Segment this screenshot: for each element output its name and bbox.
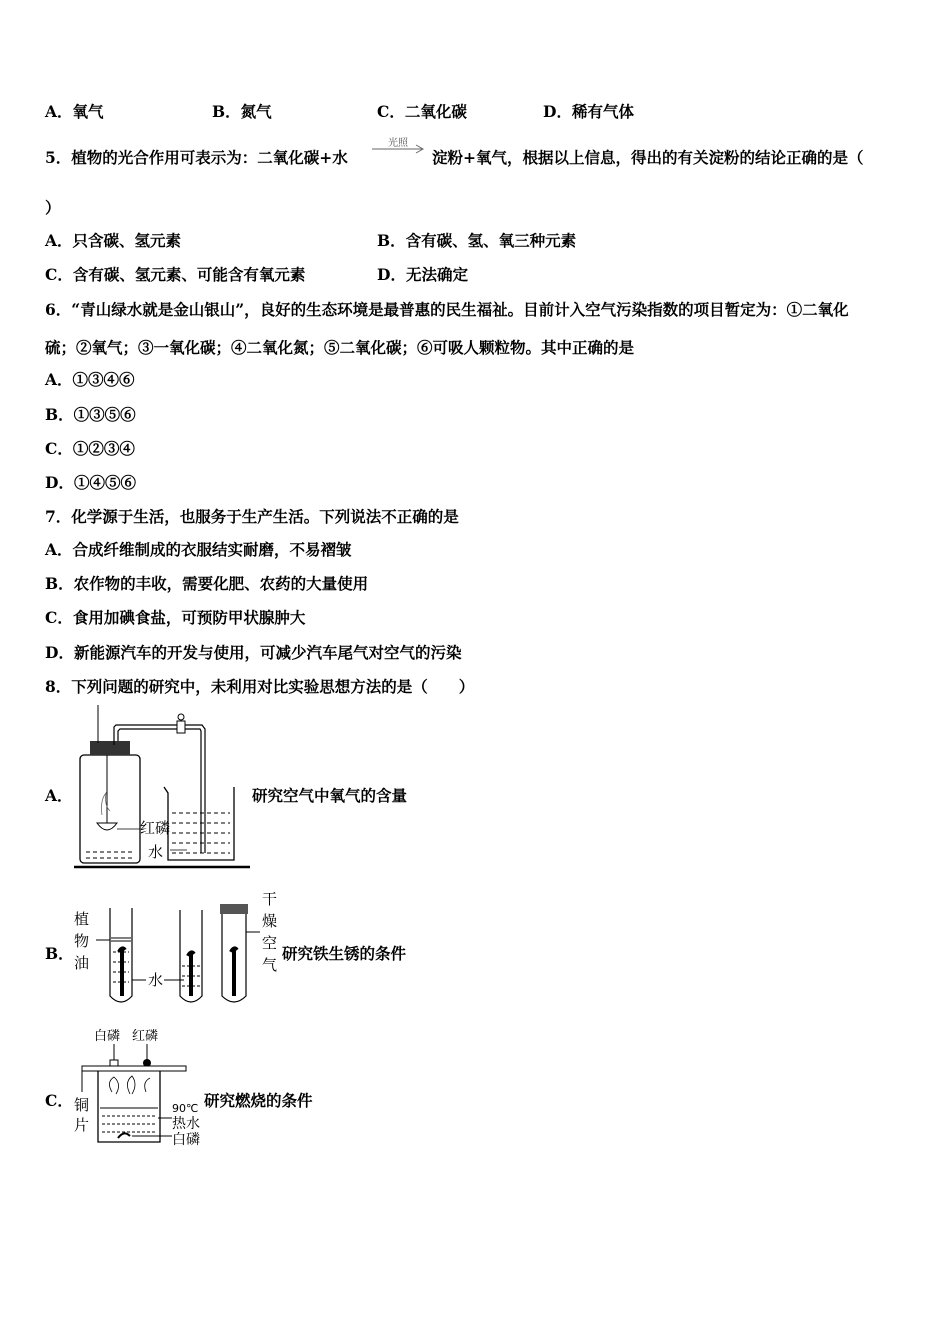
label-white-phosphorus-top: 白磷	[94, 1029, 121, 1044]
q7-stem: 7．化学源于生活，也服务于生产生活。下列说法不正确的是	[45, 507, 459, 526]
copper-plate	[82, 1066, 186, 1071]
q4-option-b: B．氮气	[212, 102, 272, 121]
label-hot-water: 热水	[172, 1116, 200, 1132]
q5-option-b: B．含有碳、氢、氧三种元素	[377, 231, 577, 250]
q5-option-d: D．无法确定	[377, 265, 468, 284]
q7-option-d: D．新能源汽车的开发与使用，可减少汽车尾气对空气的污染	[45, 643, 462, 662]
q7-option-c: C．食用加碘食盐，可预防甲状腺肿大	[45, 608, 306, 627]
q8-option-c-text: 研究燃烧的条件	[204, 1091, 313, 1110]
q6-stem-line2: 硫；②氧气；③一氧化碳；④二氧化氮；⑤二氧化碳；⑥可吸人颗粒物。其中正确的是	[45, 338, 635, 357]
beaker-hot-water	[98, 1071, 160, 1142]
label-temperature: 90℃	[172, 1102, 199, 1115]
clamp-icon	[177, 721, 185, 733]
reaction-arrow	[370, 134, 426, 162]
q8-option-a-letter: A．	[45, 786, 73, 805]
q6-option-b: B．①③⑤⑥	[45, 405, 136, 424]
label-red-phosphorus: 红磷	[140, 819, 171, 837]
apparatus-combustion	[72, 1022, 207, 1150]
stopper	[220, 904, 248, 914]
apparatus-iron-rust	[72, 888, 282, 1013]
q8-stem: 8．下列问题的研究中，未利用对比实验思想方法的是（ ）	[45, 677, 475, 696]
q5-option-c: C．含有碳、氢元素、可能含有氧元素	[45, 265, 306, 284]
label-copper-1: 铜	[74, 1096, 90, 1114]
label-dry-air-4: 气	[262, 956, 278, 974]
label-red-phosphorus-top: 红磷	[132, 1029, 159, 1044]
q8-option-b-text: 研究铁生锈的条件	[282, 944, 407, 963]
label-white-phosphorus-bottom: 白磷	[172, 1132, 200, 1148]
q5-stem-right: 淀粉+氧气，根据以上信息，得出的有关淀粉的结论正确的是（	[432, 148, 864, 167]
label-oil-1: 植	[74, 910, 90, 928]
apparatus-oxygen-content	[72, 705, 257, 875]
q6-stem-line1: 6．“青山绿水就是金山银山”，良好的生态环境是最普惠的民生福祉。目前计入空气污染指数的项目暂定为：①二氧化	[45, 300, 849, 319]
label-dry-air-2: 燥	[262, 912, 278, 930]
rubber-stopper	[90, 741, 130, 755]
label-dry-air-1: 干	[262, 890, 278, 908]
q8-option-a-text: 研究空气中氧气的含量	[252, 786, 408, 805]
gas-jar	[80, 755, 140, 863]
label-copper-2: 片	[74, 1116, 90, 1134]
label-dry-air-3: 空	[262, 934, 278, 952]
label-oil-2: 物	[74, 932, 90, 950]
arrow-label: 光照	[388, 138, 408, 149]
q8-option-c-letter: C．	[45, 1091, 73, 1110]
q4-option-a: A．氧气	[45, 102, 104, 121]
q4-option-c: C．二氧化碳	[377, 102, 467, 121]
q6-option-a: A．①③④⑥	[45, 370, 135, 389]
q8-option-b-letter: B．	[45, 944, 74, 963]
q6-option-c: C．①②③④	[45, 439, 135, 458]
label-oil-3: 油	[74, 954, 90, 972]
q7-option-b: B．农作物的丰收，需要化肥、农药的大量使用	[45, 574, 369, 593]
q4-option-d: D．稀有气体	[543, 102, 634, 121]
q5-option-a: A．只含碳、氢元素	[45, 231, 182, 250]
q5-stem-left: 5．植物的光合作用可表示为：二氧化碳+水	[45, 148, 348, 167]
label-water: 水	[148, 843, 164, 861]
q6-option-d: D．①④⑤⑥	[45, 473, 136, 492]
label-water-b: 水	[148, 971, 164, 989]
q7-option-a: A．合成纤维制成的衣服结实耐磨，不易褶皱	[45, 540, 352, 559]
q5-stem-close: ）	[45, 198, 61, 217]
